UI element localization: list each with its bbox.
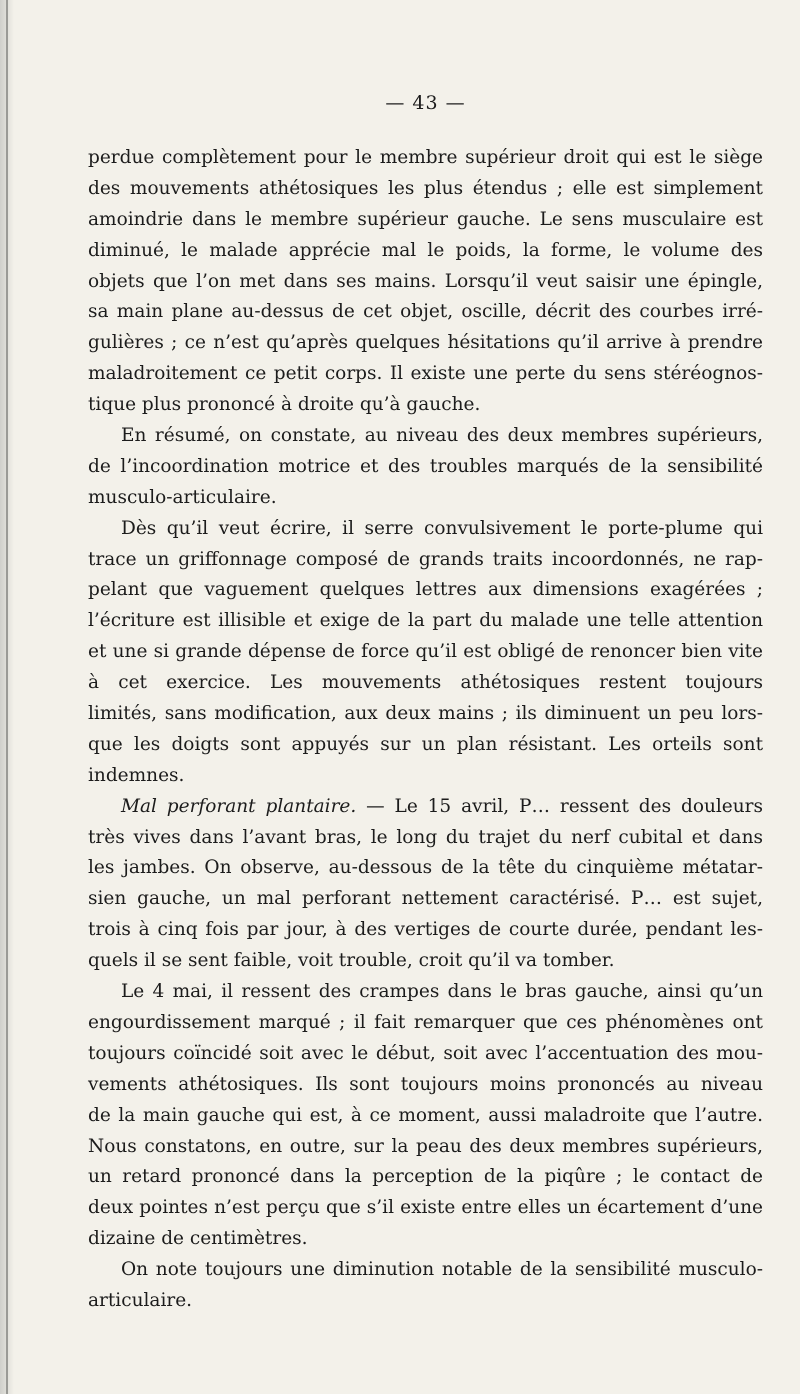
text-line: sien gauche, un mal perforant nettement caractérisé. P… est sujet, xyxy=(88,888,763,910)
text-line: vements athétosiques. Ils sont toujours moins prononcés au niveau xyxy=(88,1073,763,1095)
text-line: On note toujours une diminution notable de la sensibilité musculo- xyxy=(121,1259,763,1281)
text-line: un retard prononcé dans la perception de la piqûre ; le contact de xyxy=(88,1166,763,1188)
text-line: à cet exercice. Les mouvements athétosiques restent toujours xyxy=(88,672,763,694)
text-line: pelant que vaguement quelques lettres aux dimensions exagérées ; xyxy=(88,579,763,601)
text-line: et une si grande dépense de force qu’il est obligé de renoncer bien vite xyxy=(88,641,763,663)
binding-edge xyxy=(6,0,8,1394)
text-line: de l’incoordination motrice et des troubles marqués de la sensibilité xyxy=(88,455,763,477)
text-line: musculo-articulaire. xyxy=(88,486,277,508)
text-line: très vives dans l’avant bras, le long du trajet du nerf cubital et dans xyxy=(88,826,763,848)
page-number: — 43 — xyxy=(385,92,466,114)
text-line: engourdissement marqué ; il fait remarquer que ces phénomènes ont xyxy=(88,1011,763,1033)
text-line: les jambes. On observe, au-dessous de la tête du cinquième métatar- xyxy=(88,857,763,879)
text-line: objets que l’on met dans ses mains. Lorsqu’il veut saisir une épingle, xyxy=(88,270,763,292)
text-line: En résumé, on constate, au niveau des deux membres supérieurs, xyxy=(121,425,763,447)
text-line: articulaire. xyxy=(88,1289,193,1311)
text-line: l’écriture est illisible et exige de la part du malade une telle attention xyxy=(88,610,763,632)
heading-line-rest: — Le 15 avril, P… ressent des douleurs xyxy=(356,795,763,817)
text-line: deux pointes n’est perçu que s’il existe entre elles un écartement d’une xyxy=(88,1197,763,1219)
page-body xyxy=(88,143,763,1317)
text-line: trois à cinq fois par jour, à des vertiges de courte durée, pendant les- xyxy=(88,919,763,941)
text-line: Le 4 mai, il ressent des crampes dans le bras gauche, ainsi qu’un xyxy=(121,981,763,1003)
text-line: tique plus prononcé à droite qu’à gauche. xyxy=(88,394,481,416)
text-line: que les doigts sont appuyés sur un plan résistant. Les orteils sont xyxy=(88,733,763,755)
text-line: toujours coïncidé soit avec le début, soit avec l’accentuation des mou- xyxy=(88,1042,763,1064)
text-line: Dès qu’il veut écrire, il serre convulsivement le porte-plume qui xyxy=(121,517,763,539)
text-line: sa main plane au-dessus de cet objet, oscille, décrit des courbes irré- xyxy=(88,301,763,323)
text-line: Nous constatons, en outre, sur la peau des deux membres supérieurs, xyxy=(88,1135,763,1157)
text-line: maladroitement ce petit corps. Il existe une perte du sens stéréognos- xyxy=(88,363,763,385)
text-line: amoindrie dans le membre supérieur gauche. Le sens musculaire est xyxy=(88,208,763,230)
text-line: perdue complètement pour le membre supérieur droit qui est le siège xyxy=(88,147,763,168)
text-line: diminué, le malade apprécie mal le poids, la forme, le volume des xyxy=(88,239,763,261)
text-line: gulières ; ce n’est qu’après quelques hésitations qu’il arrive à prendre xyxy=(88,332,763,354)
text-line: des mouvements athétosiques les plus étendus ; elle est simplement xyxy=(88,177,763,199)
text-line: de la main gauche qui est, à ce moment, aussi maladroite que l’autre. xyxy=(88,1104,763,1126)
text-line: quels il se sent faible, voit trouble, croit qu’il va tomber. xyxy=(88,950,615,972)
text-line-with-heading xyxy=(88,792,763,823)
section-heading: Mal perforant plantaire. xyxy=(121,795,357,817)
text-line: limités, sans modification, aux deux mains ; ils diminuent un peu lors- xyxy=(88,703,763,725)
text-line: trace un griffonnage composé de grands traits incoordonnés, ne rap- xyxy=(88,548,763,570)
book-page xyxy=(88,0,763,1394)
text-line: indemnes. xyxy=(88,764,185,786)
text-line: dizaine de centimètres. xyxy=(88,1228,308,1250)
